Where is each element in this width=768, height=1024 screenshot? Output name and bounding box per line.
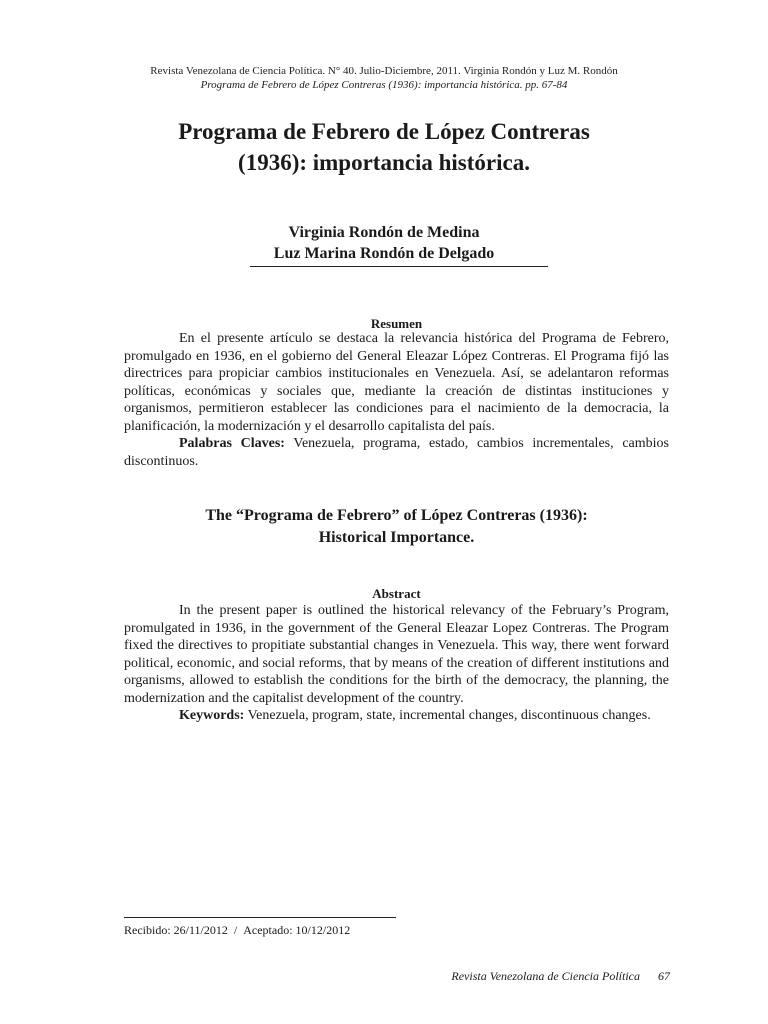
- abstract-keywords: [124, 707, 669, 725]
- footnote-divider: [124, 917, 396, 918]
- running-head: [100, 64, 668, 92]
- date-separator: /: [233, 923, 238, 937]
- author-divider: [250, 266, 548, 267]
- english-title-line-2: Historical Importance.: [318, 529, 475, 546]
- abstract-body: In the present paper is outlined the historical relevancy of the February’s Program, promulgated in 1936, in the government of the General Eleazar Lopez Contreras. The Program fixed the directives to propitiate substantial changes in Venezuela. This way, there went forward political, economic, and social reforms, that by means of the creation of different institutions and organisms, allowed to establish the conditions for the birth of the democracy, the planning, the modernization and the capitalist development of the country.: [124, 603, 669, 706]
- resumen-body: En el presente artículo se destaca la relevancia histórica del Programa de Febrero, promulgado en 1936, en el gobierno del General Eleazar López Contreras. El Programa fijó las directrices para propiciar cambios institucionales en Venezuela. Así, se adelantaron reformas políticas, económicas y sociales que, mediante la creación de distintas instituciones y organismos, permitieron establecer las condiciones para el nacimiento de la democracia, la planificación, la modernización y el desarrollo capitalista del país.: [124, 331, 669, 434]
- abstract-heading: Abstract: [372, 586, 421, 601]
- running-head-citation: Revista Venezolana de Ciencia Política. N° 40. Julio-Diciembre, 2011. Virginia Rondón y Luz M. Rondón: [150, 65, 618, 77]
- accepted-date: Aceptado: 10/12/2012: [243, 923, 351, 937]
- author-list: [200, 222, 568, 264]
- article-title-line-2: (1936): importancia histórica.: [238, 150, 530, 175]
- footer-journal-name: Revista Venezolana de Ciencia Política: [451, 969, 640, 983]
- resumen-keywords-label: Palabras Claves:: [179, 436, 285, 451]
- page-footer: [360, 968, 670, 984]
- resumen-keywords-text: Venezuela, programa, estado, cambios incrementales, cambios discontinuos.: [124, 436, 669, 469]
- running-head-article: Programa de Febrero de López Contreras (1936): importancia histórica. pp. 67-84: [200, 79, 568, 91]
- page-number: 67: [658, 969, 670, 983]
- received-date: Recibido: 26/11/2012: [124, 923, 228, 937]
- resumen-keywords: [124, 435, 669, 470]
- article-title-line-1: Programa de Febrero de López Contreras: [178, 119, 590, 144]
- english-title-line-1: The “Programa de Febrero” of López Contreras (1936):: [205, 507, 588, 524]
- author-1: Virginia Rondón de Medina: [288, 224, 480, 241]
- abstract-keywords-label: Keywords:: [179, 708, 245, 723]
- submission-dates: [124, 922, 524, 938]
- abstract-keywords-text: Venezuela, program, state, incremental changes, discontinuous changes.: [247, 708, 651, 723]
- resumen-section: [124, 330, 669, 470]
- english-title: [124, 505, 669, 549]
- resumen-heading: Resumen: [370, 316, 423, 331]
- abstract-section: [124, 602, 669, 725]
- article-title: [100, 116, 668, 178]
- author-2: Luz Marina Rondón de Delgado: [273, 245, 495, 262]
